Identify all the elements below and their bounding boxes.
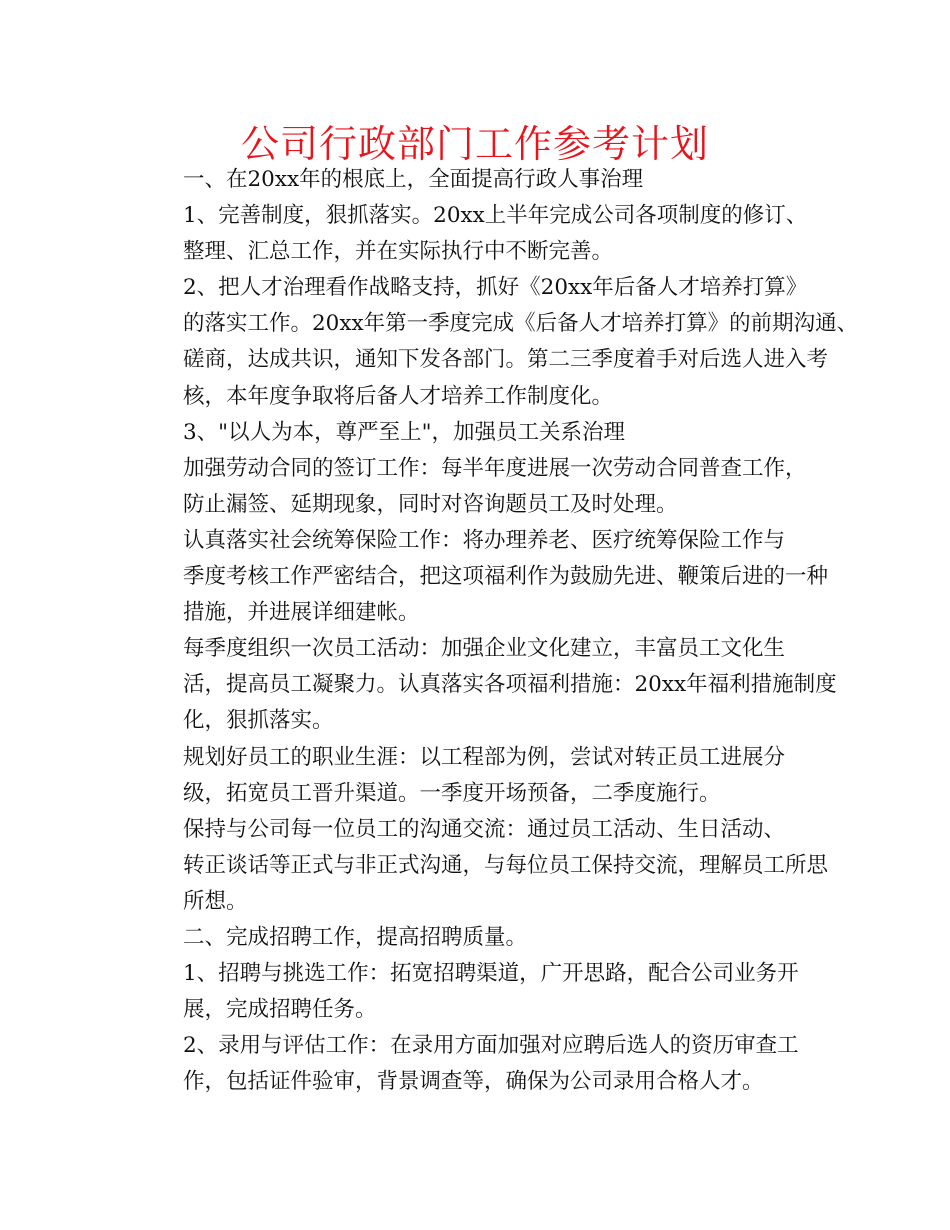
text-line: 2、录用与评估工作：在录用方面加强对应聘后选人的资历审查工 [183,1033,799,1059]
text-line: 核，本年度争取将后备人才培养工作制度化。 [183,383,614,409]
paragraph [140,740,820,812]
paragraph [140,523,829,631]
paragraph [140,920,820,956]
text-line: 作，包括证件验审，背景调查等，确保为公司录用合格人才。 [183,1069,764,1095]
document-title: 公司行政部门工作参考计划 [240,122,709,166]
text-line: 化，狠抓落实。 [183,708,334,734]
text-line: 的落实工作。20xx年第一季度完成《后备人才培养打算》的前期沟通、 [183,311,859,337]
paragraph [140,451,820,523]
paragraph [140,415,820,451]
text-line: 认真落实社会统筹保险工作：将办理养老、医疗统筹保险工作与 [183,527,786,553]
text-line: 季度考核工作严密结合，把这项福利作为鼓励先进、鞭策后进的一种 [183,564,829,590]
text-line: 二、完成招聘工作，提高招聘质量。 [183,924,528,950]
text-line: 防止漏签、延期现象，同时对咨询题员工及时处理。 [183,491,678,517]
text-line: 规划好员工的职业生涯：以工程部为例，尝试对转正员工进展分 [183,744,786,770]
text-line: 保持与公司每一位员工的沟通交流：通过员工活动、生日活动、 [183,816,786,842]
text-line: 一、在20xx年的根底上，全面提高行政人事治理 [183,167,644,192]
text-line: 3、"以人为本，尊严至上"，加强员工关系治理 [183,419,625,445]
paragraph [140,198,820,270]
text-line: 活，提高员工凝聚力。认真落实各项福利措施：20xx年福利措施制度 [183,672,837,698]
text-line: 1、完善制度，狠抓落实。20xx上半年完成公司各项制度的修订、 [183,203,808,229]
paragraph [140,631,837,739]
document-body [140,162,859,1100]
text-line: 1、招聘与挑选工作：拓宽招聘渠道，广开思路，配合公司业务开 [183,961,799,987]
paragraph [140,1028,820,1100]
paragraph [140,162,820,198]
text-line: 所想。 [183,888,248,914]
paragraph [140,956,820,1028]
text-line: 措施，并进展详细建帐。 [183,600,420,626]
text-line: 转正谈话等正式与非正式沟通，与每位员工保持交流，理解员工所思 [183,852,829,878]
text-line: 加强劳动合同的签订工作：每半年度进展一次劳动合同普查工作， [183,455,807,481]
paragraph [140,270,859,414]
text-line: 级，拓宽员工晋升渠道。一季度开场预备，二季度施行。 [183,780,721,806]
text-line: 整理、汇总工作，并在实际执行中不断完善。 [183,239,614,265]
text-line: 磋商，达成共识，通知下发各部门。第二三季度着手对后选人进入考 [183,347,829,373]
text-line: 展，完成招聘任务。 [183,997,377,1023]
text-line: 2、把人才治理看作战略支持，抓好《20xx年后备人才培养打算》 [183,275,808,301]
text-line: 每季度组织一次员工活动：加强企业文化建立，丰富员工文化生 [183,636,786,662]
paragraph [140,812,829,920]
